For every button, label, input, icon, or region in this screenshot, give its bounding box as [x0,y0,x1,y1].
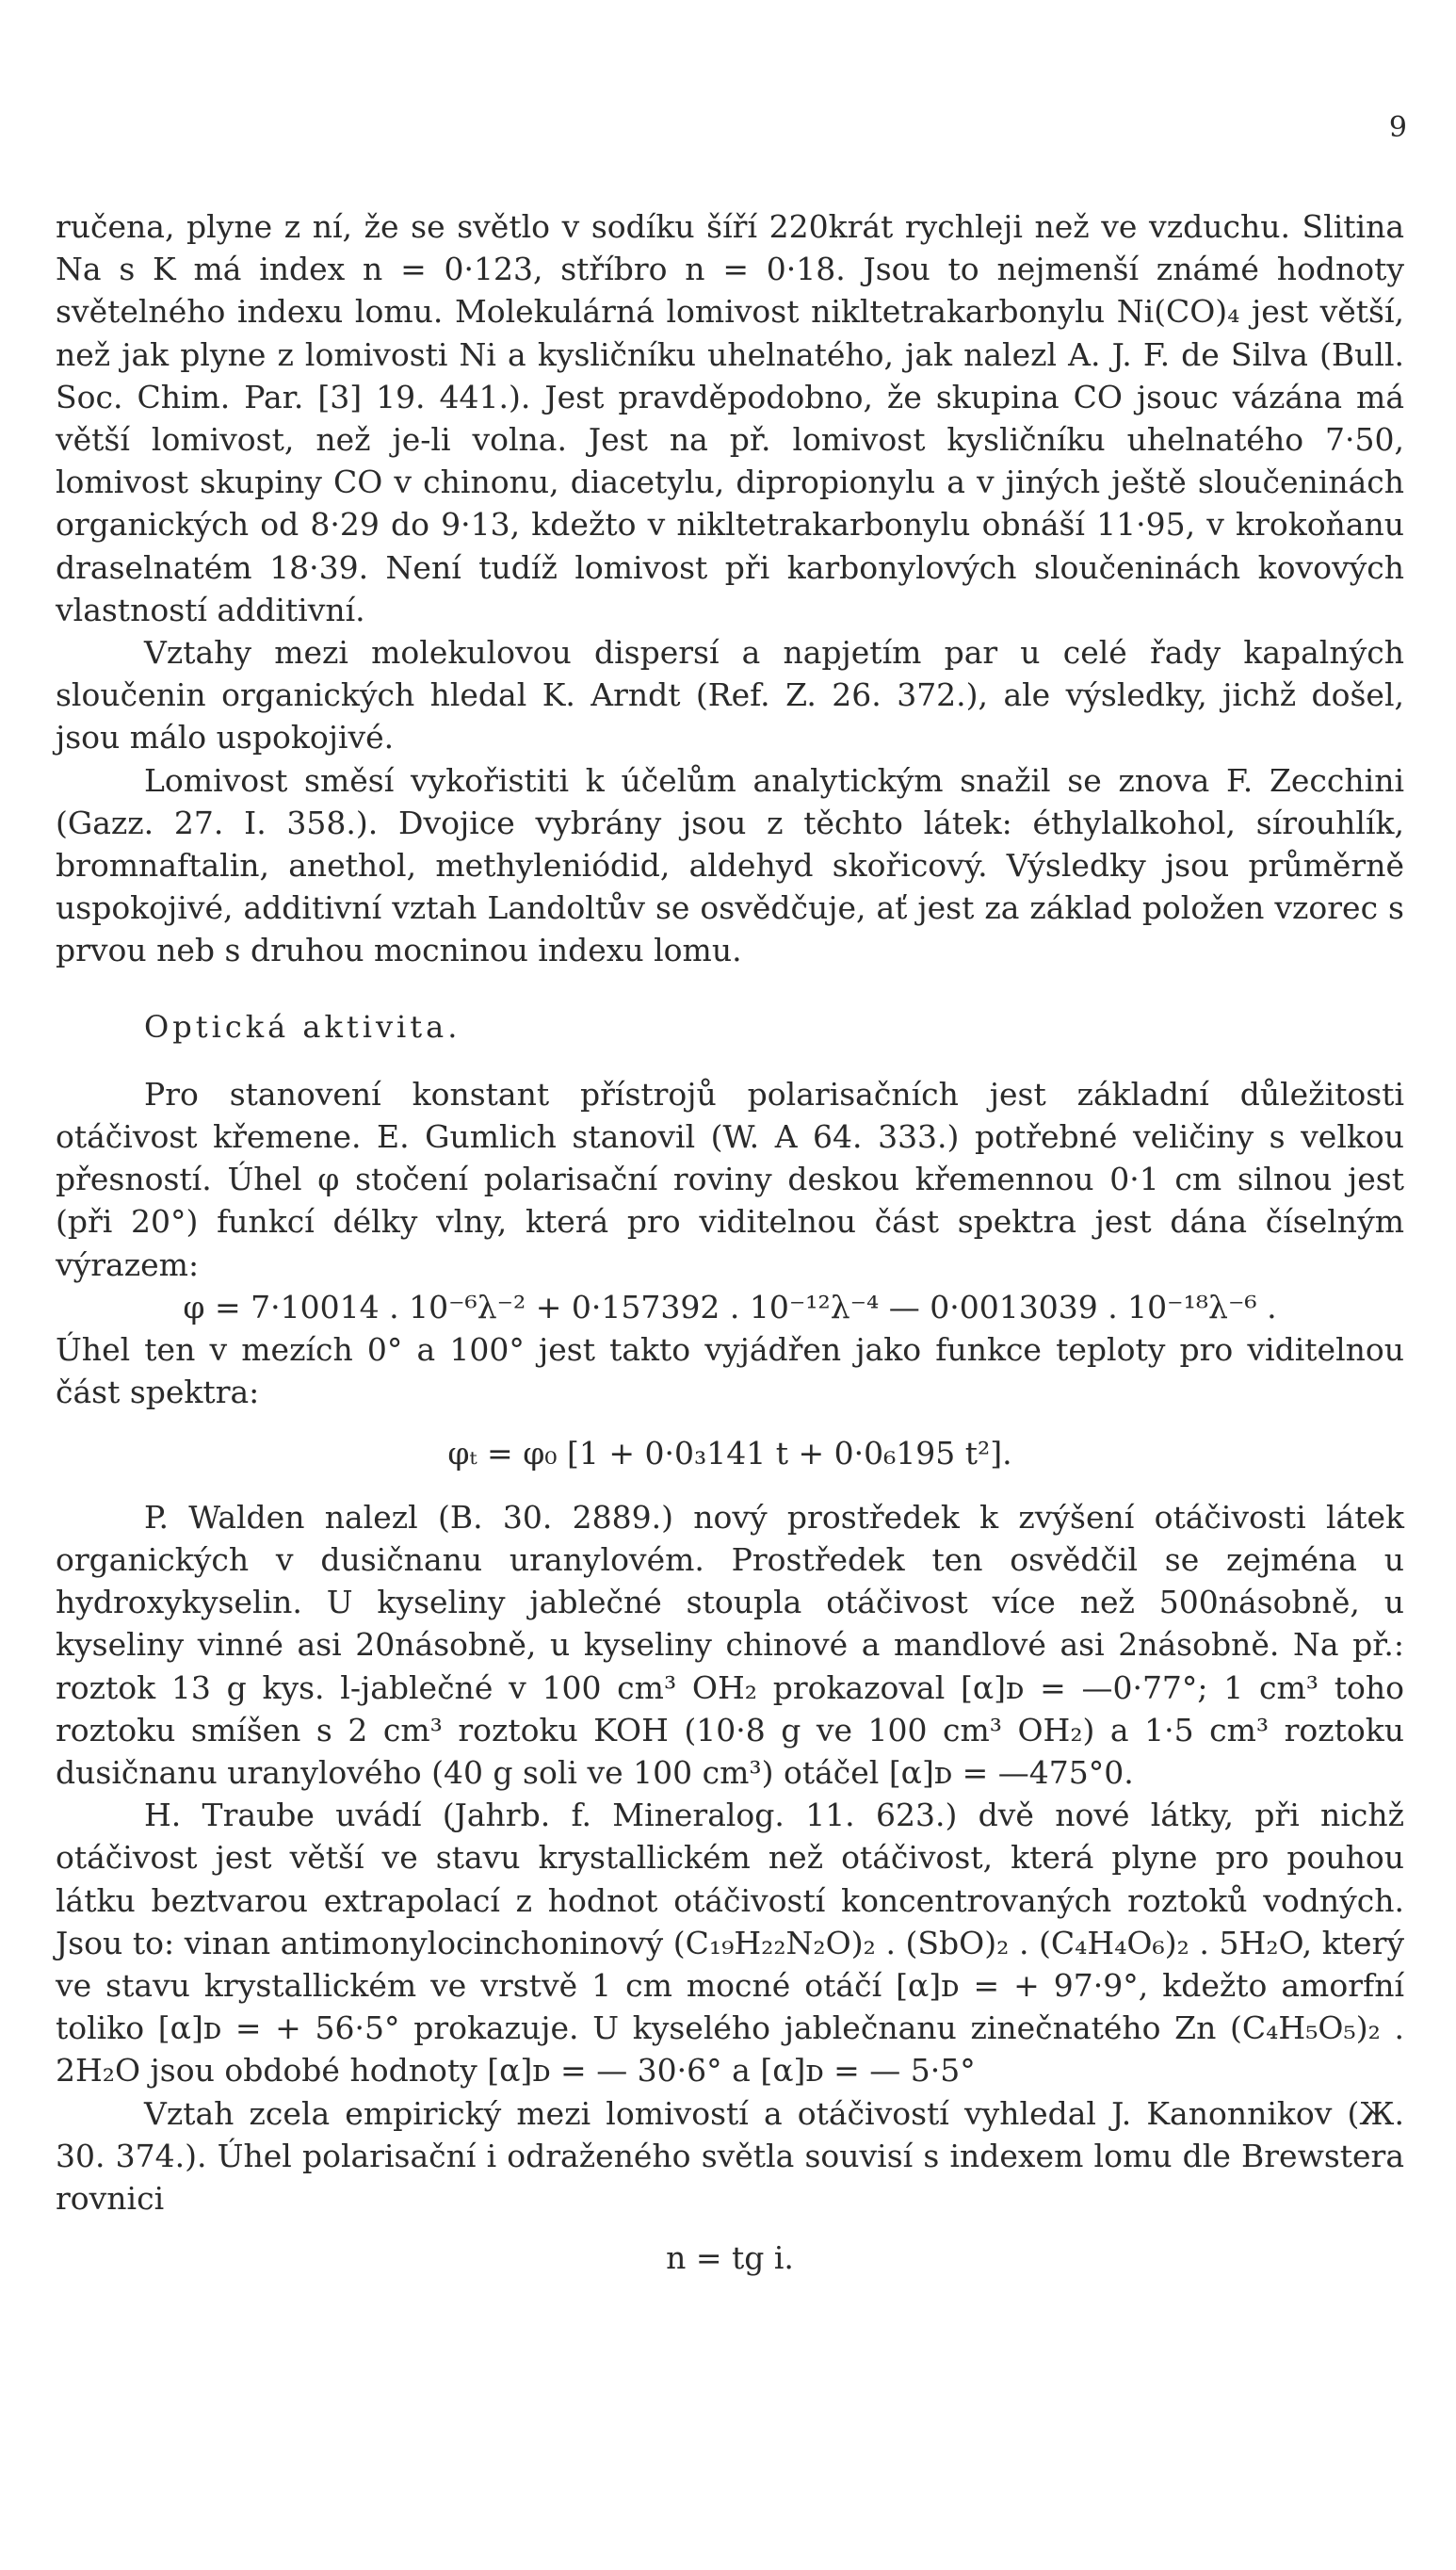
formula-brewster: n = tg i. [666,2239,794,2277]
body-text [56,205,1404,2279]
paragraph-refraction-intro: ručena, plyne z ní, že se světlo v sodíku šíří 220krát rychleji než ve vzduchu. Slitina Na s K má index n = 0·123, stříbro n = 0·18. Jsou to nejmenší známé hodnoty světelného indexu lomu. Molekulárná lomivost nikltetrakarbonylu Ni(CO)₄ jest větší, než jak plyne z lomivosti Ni a kysličníku uhelnatého, jak nalezl A. J. F. de Silva (Bull. Soc. Chim. Par. [3] 19. 441.). Jest pravděpodobno, že skupina CO jsouc vázána má větší lomivost, než je-li volna. Jest na př. lomivost kysličníku uhelnatého 7·50, lomivost skupiny CO v chinonu, diacetylu, dipropionylu a v jiných ještě sloučeninách organických od 8·29 do 9·13, kdežto v nikltetrakarbonylu obnáší 11·95, v krokoňanu draselnatém 18·39. Není tudíž lomivost při karbonylových sloučeninách kovových vlastností additivní. [56,208,1404,628]
paragraph-arndt: Vztahy mezi molekulovou dispersí a napjetím par u celé řady kapalných sloučenin organických hledal K. Arndt (Ref. Z. 26. 372.), ale výsledky, jichž došel, jsou málo uspokojivé. [56,634,1404,756]
paragraph-traube: H. Traube uvádí (Jahrb. f. Mineralog. 11. 623.) dvě nové látky, při nichž otáčivost jest větší ve stavu krystallickém než otáčivost, která plyne pro pouhou látku beztvarou extrapolací z hodnot otáčivostí koncentrovaných roztoků vodných. Jsou to: vinan antimonylocinchoninový (C₁₉H₂₂N₂O)₂ . (SbO)₂ . (C₄H₄O₆)₂ . 5H₂O, který ve stavu krystallickém ve vrstvě 1 cm mocné otáčí [α]ᴅ = + 97·9°, kdežto amorfní toliko [α]ᴅ = + 56·5° prokazuje. U kyselého jablečnanu zinečnatého Zn (C₄H₅O₅)₂ . 2H₂O jsou obdobé hodnoty [α]ᴅ = — 30·6° a [α]ᴅ = — 5·5° [56,1797,1404,2090]
section-heading: Optická aktivita. [144,1008,461,1045]
page-number: 9 [1388,111,1407,144]
formula-rotation-temperature: φₜ = φ₀ [1 + 0·0₃141 t + 0·0₆195 t²]. [447,1435,1012,1472]
paragraph-temperature: Úhel ten v mezích 0° a 100° jest takto vyjádřen jako funkce teploty pro viditelnou část spektra: [56,1331,1404,1411]
paragraph-kanonnikov: Vztah zcela empirický mezi lomivostí a otáčivostí vyhledal J. Kanonnikov (Ж. 30. 374.). Úhel polarisační i odraženého světla souvisí s indexem lomu dle Brewstera rovnici [56,2094,1404,2217]
paragraph-walden: P. Walden nalezl (B. 30. 2889.) nový prostředek k zvýšení otáčivosti látek organických v dusičnanu uranylovém. Prostředek ten osvědčil se zejména u hydroxykyselin. U kyseliny jablečné stoupla otáčivost více než 500násobně, u kyseliny vinné asi 20násobně, u kyseliny chinové a mandlové asi 2násobně. Na př.: roztok 13 g kys. l-jablečné v 100 cm³ OH₂ prokazoval [α]ᴅ = —0·77°; 1 cm³ toho roztoku smíšen s 2 cm³ roztoku KOH (10·8 g ve 100 cm³ OH₂) a 1·5 cm³ roztoku dusičnanu uranylového (40 g soli ve 100 cm³) otáčel [α]ᴅ = —475°0. [56,1498,1404,1791]
formula-rotation-wavelength: φ = 7·10014 . 10⁻⁶λ⁻² + 0·157392 . 10⁻¹²λ⁻⁴ — 0·0013039 . 10⁻¹⁸λ⁻⁶ . [183,1288,1277,1326]
paragraph-zecchini: Lomivost směsí vykořistiti k účelům analytickým snažil se znova F. Zecchini (Gazz. 27. I. 358.). Dvojice vybrány jsou z těchto látek: éthylalkohol, sírouhlík, bromnaftalin, anethol, methyleniódid, aldehyd skořicový. Výsledky jsou průměrně uspokojivé, additivní vztah Landoltův se osvědčuje, ať jest za základ položen vzorec s prvou neb s druhou mocninou indexu lomu. [56,761,1404,969]
paragraph-gumlich: Pro stanovení konstant přístrojů polarisačních jest základní důležitosti otáčivost křemene. E. Gumlich stanovil (W. A 64. 333.) potřebné veličiny s velkou přesností. Úhel φ stočení polarisační roviny deskou křemennou 0·1 cm silnou jest (při 20°) funkcí délky vlny, která pro viditelnou část spektra jest dána číselným výrazem: [56,1075,1404,1283]
